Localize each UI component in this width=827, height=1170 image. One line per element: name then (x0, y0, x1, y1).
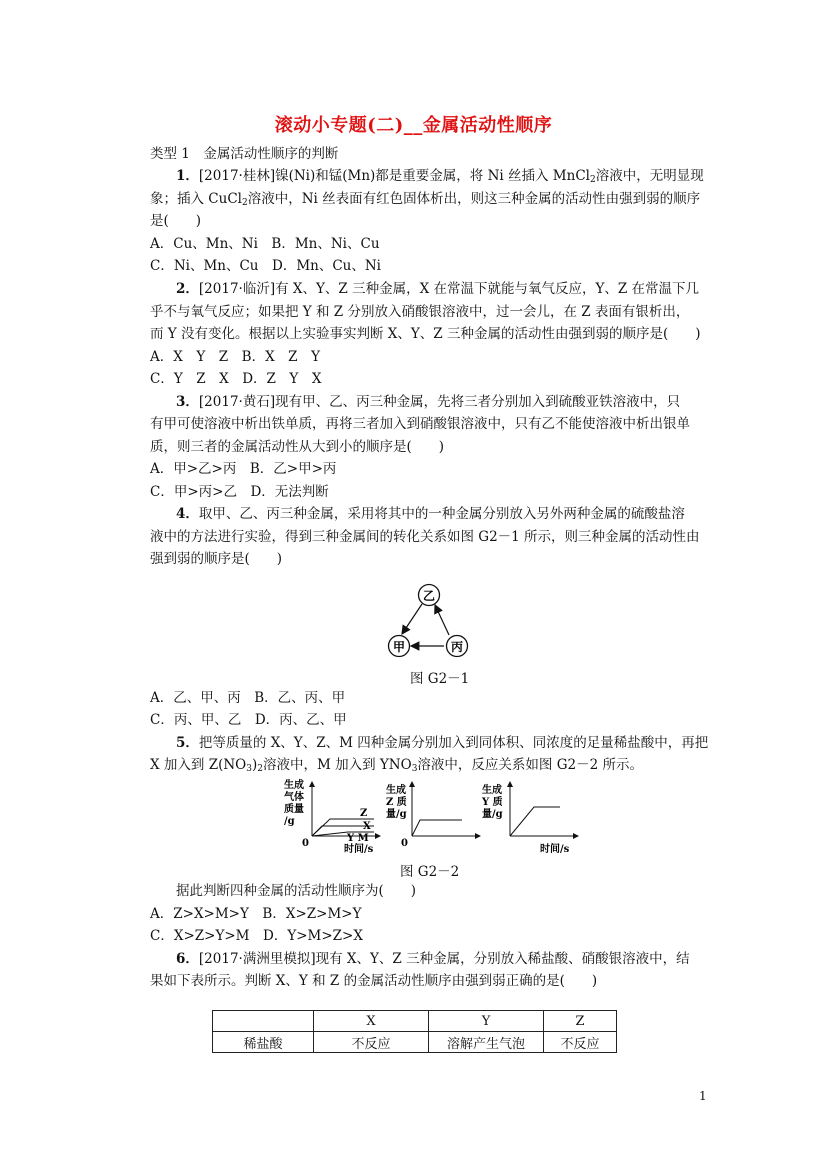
question-number: 3． (176, 394, 199, 410)
graph-1-label-ym: Y M (347, 833, 369, 844)
question-4-line-2: 液中的方法进行实验，得到三种金属间的转化关系如图 G2－1 所示，则三种金属的活动性由 (150, 529, 700, 545)
graph-2-line (412, 820, 462, 836)
table-cell: 稀盐酸 (213, 1032, 314, 1053)
graph-1-origin: 0 (302, 838, 309, 849)
text: [2017·满洲里模拟]现有 X、Y、Z 三种金属，分别放入稀盐酸、硝酸银溶液中，结 (198, 951, 690, 967)
graph-3-ylabel-2: Y 质 (482, 797, 503, 808)
question-2-line-3: 而 Y 没有变化。根据以上实验事实判断 X、Y、Z 三种金属的活动性由强到弱的顺序是( ) (150, 326, 701, 342)
question-6-line-2: 果如下表所示。判断 X、Y 和 Z 的金属活动性顺序由强到弱正确的是( ) (150, 973, 598, 989)
text: X 加入到 Z(NO (150, 757, 247, 773)
question-1-options-ab: A．Cu、Mn、Ni B．Mn、Ni、Cu (150, 236, 380, 252)
question-number: 6． (176, 951, 199, 967)
graph-3-xlabel: 时间/s (540, 844, 570, 855)
subscript: 2 (589, 175, 596, 185)
question-4-line-3: 强到弱的顺序是( ) (150, 551, 283, 567)
question-3-options-cd: C．甲>丙>乙 D．无法判断 (150, 484, 329, 500)
question-1-options-cd: C．Ni、Mn、Cu D．Mn、Cu、Ni (150, 258, 381, 274)
question-number: 4． (176, 506, 199, 522)
node-yi-label: 乙 (422, 589, 436, 603)
table-cell: 溶解产生气泡 (429, 1032, 544, 1053)
question-1-line-2 (150, 190, 700, 208)
subscript: 3 (411, 764, 418, 774)
question-2-options-cd: C．Y Z X D．Z Y X (150, 371, 322, 387)
question-6-line-1 (176, 950, 690, 968)
question-number: 5． (176, 735, 199, 751)
graph-1-ylabel-2: 气体 (284, 792, 304, 803)
question-number: 2． (176, 281, 199, 297)
figure-g2-1-diagram (380, 578, 480, 663)
subscript: 2 (241, 198, 248, 208)
question-number: 1． (176, 168, 199, 184)
graph-3-line (510, 807, 560, 836)
question-1-line-3: 是( ) (150, 213, 202, 229)
subscript: 2 (257, 764, 263, 774)
question-5-line-1 (176, 734, 708, 752)
table-header-cell: Y (429, 1011, 544, 1032)
text: [2017·黄石]现有甲、乙、丙三种金属，先将三者分别加入到硫酸亚铁溶液中，只 (198, 394, 681, 410)
table-header-cell: Z (544, 1011, 617, 1032)
text: 溶液中，反应关系如图 G2－2 所示。 (417, 757, 643, 773)
text: 溶液中，Ni 丝表面有红色固体析出，则这三种金属的活动性由强到弱的顺序 (247, 191, 701, 207)
question-3-options-ab: A．甲>乙>丙 B．乙>甲>丙 (150, 461, 337, 477)
page-number: 1 (699, 1089, 707, 1103)
graph-2-ylabel-1: 生成 (386, 785, 406, 796)
question-3-line-2: 有甲可使溶液中析出铁单质，再将三者加入到硝酸银溶液中，只有乙不能使溶液中析出银单 (150, 416, 690, 432)
question-4-line-1 (176, 505, 685, 523)
question-1-line-1 (176, 167, 704, 185)
text: [2017·桂林]镍(Ni)和锰(Mn)都是重要金属，将 Ni 丝插入 MnCl (198, 168, 590, 184)
text: 把等质量的 X、Y、Z、M 四种金属分别加入到同体积、同浓度的足量稀盐酸中，再把 (198, 735, 709, 751)
graph-1-ylabel-1: 生成 (284, 780, 304, 791)
graph-1-gas-mass (284, 778, 380, 855)
graph-3-ylabel-1: 生成 (482, 785, 502, 796)
text: 溶液中，无明显现 (595, 168, 704, 184)
graph-1-ylabel-4: /g (284, 816, 295, 827)
table-cell: 不反应 (314, 1032, 429, 1053)
node-jia-label: 甲 (392, 640, 406, 654)
graph-1-ylabel-3: 质量 (284, 804, 304, 815)
page-title: 滚动小专题(二)__金属活动性顺序 (274, 115, 553, 136)
graph-3-ylabel-3: 量/g (482, 809, 503, 820)
graph-2-ylabel-2: Z 质 (386, 797, 407, 808)
section-type-heading: 类型 1 金属活动性顺序的判断 (150, 146, 339, 162)
figure-g2-2-caption: 图 G2－2 (400, 864, 460, 880)
question-2-line-1 (176, 280, 699, 298)
question-2-line-2: 乎不与氧气反应；如果把 Y 和 Z 分别放入硝酸银溶液中，过一会儿，在 Z 表面有银析出， (150, 304, 690, 320)
question-3-line-3: 质，则三者的金属活动性从大到小的顺序是( ) (150, 439, 445, 455)
question-5-options-ab: A．Z>X>M>Y B．X>Z>M>Y (150, 906, 362, 922)
results-table (212, 1010, 617, 1053)
table-cell: 不反应 (544, 1032, 617, 1053)
arrow-yi-to-jia (402, 604, 422, 634)
question-3-line-1 (176, 393, 680, 411)
node-bing-label: 丙 (450, 640, 464, 654)
question-5-line-3: 据此判断四种金属的活动性顺序为( ) (176, 883, 417, 899)
table-header-cell: X (314, 1011, 429, 1032)
graph-2-origin: 0 (401, 838, 408, 849)
question-2-options-ab: A．X Y Z B．X Z Y (150, 349, 320, 365)
table-header-row (213, 1011, 617, 1032)
subscript: 3 (246, 764, 252, 774)
text: ) (251, 757, 258, 773)
question-5-line-2 (150, 756, 643, 774)
graph-3-y-mass (481, 782, 578, 855)
text: [2017·临沂]有 X、Y、Z 三种金属，X 在常温下就能与氧气反应，Y、Z 在常温下几 (198, 281, 700, 297)
arrow-bing-to-yi (435, 605, 449, 635)
graph-1-xlabel: 时间/s (344, 844, 374, 855)
table-header-cell (213, 1011, 314, 1032)
text: 象；插入 CuCl (150, 191, 242, 207)
text: 溶液中，M 加入到 YNO (262, 757, 412, 773)
figure-g2-2-graphs (270, 776, 600, 858)
graph-1-label-z: Z (360, 808, 368, 819)
question-4-options-cd: C．丙、甲、乙 D．丙、乙、甲 (150, 712, 347, 728)
question-4-options-ab: A．乙、甲、丙 B．乙、丙、甲 (150, 690, 346, 706)
question-5-options-cd: C．X>Z>Y>M D．Y>M>Z>X (150, 928, 363, 944)
table-row (213, 1032, 617, 1053)
text: 取甲、乙、丙三种金属，采用将其中的一种金属分别放入另外两种金属的硫酸盐溶 (198, 506, 685, 522)
graph-2-z-mass (386, 782, 480, 849)
graph-1-label-x: X (363, 821, 371, 832)
figure-g2-1-caption: 图 G2－1 (410, 671, 470, 687)
graph-2-ylabel-3: 量/g (386, 809, 407, 820)
